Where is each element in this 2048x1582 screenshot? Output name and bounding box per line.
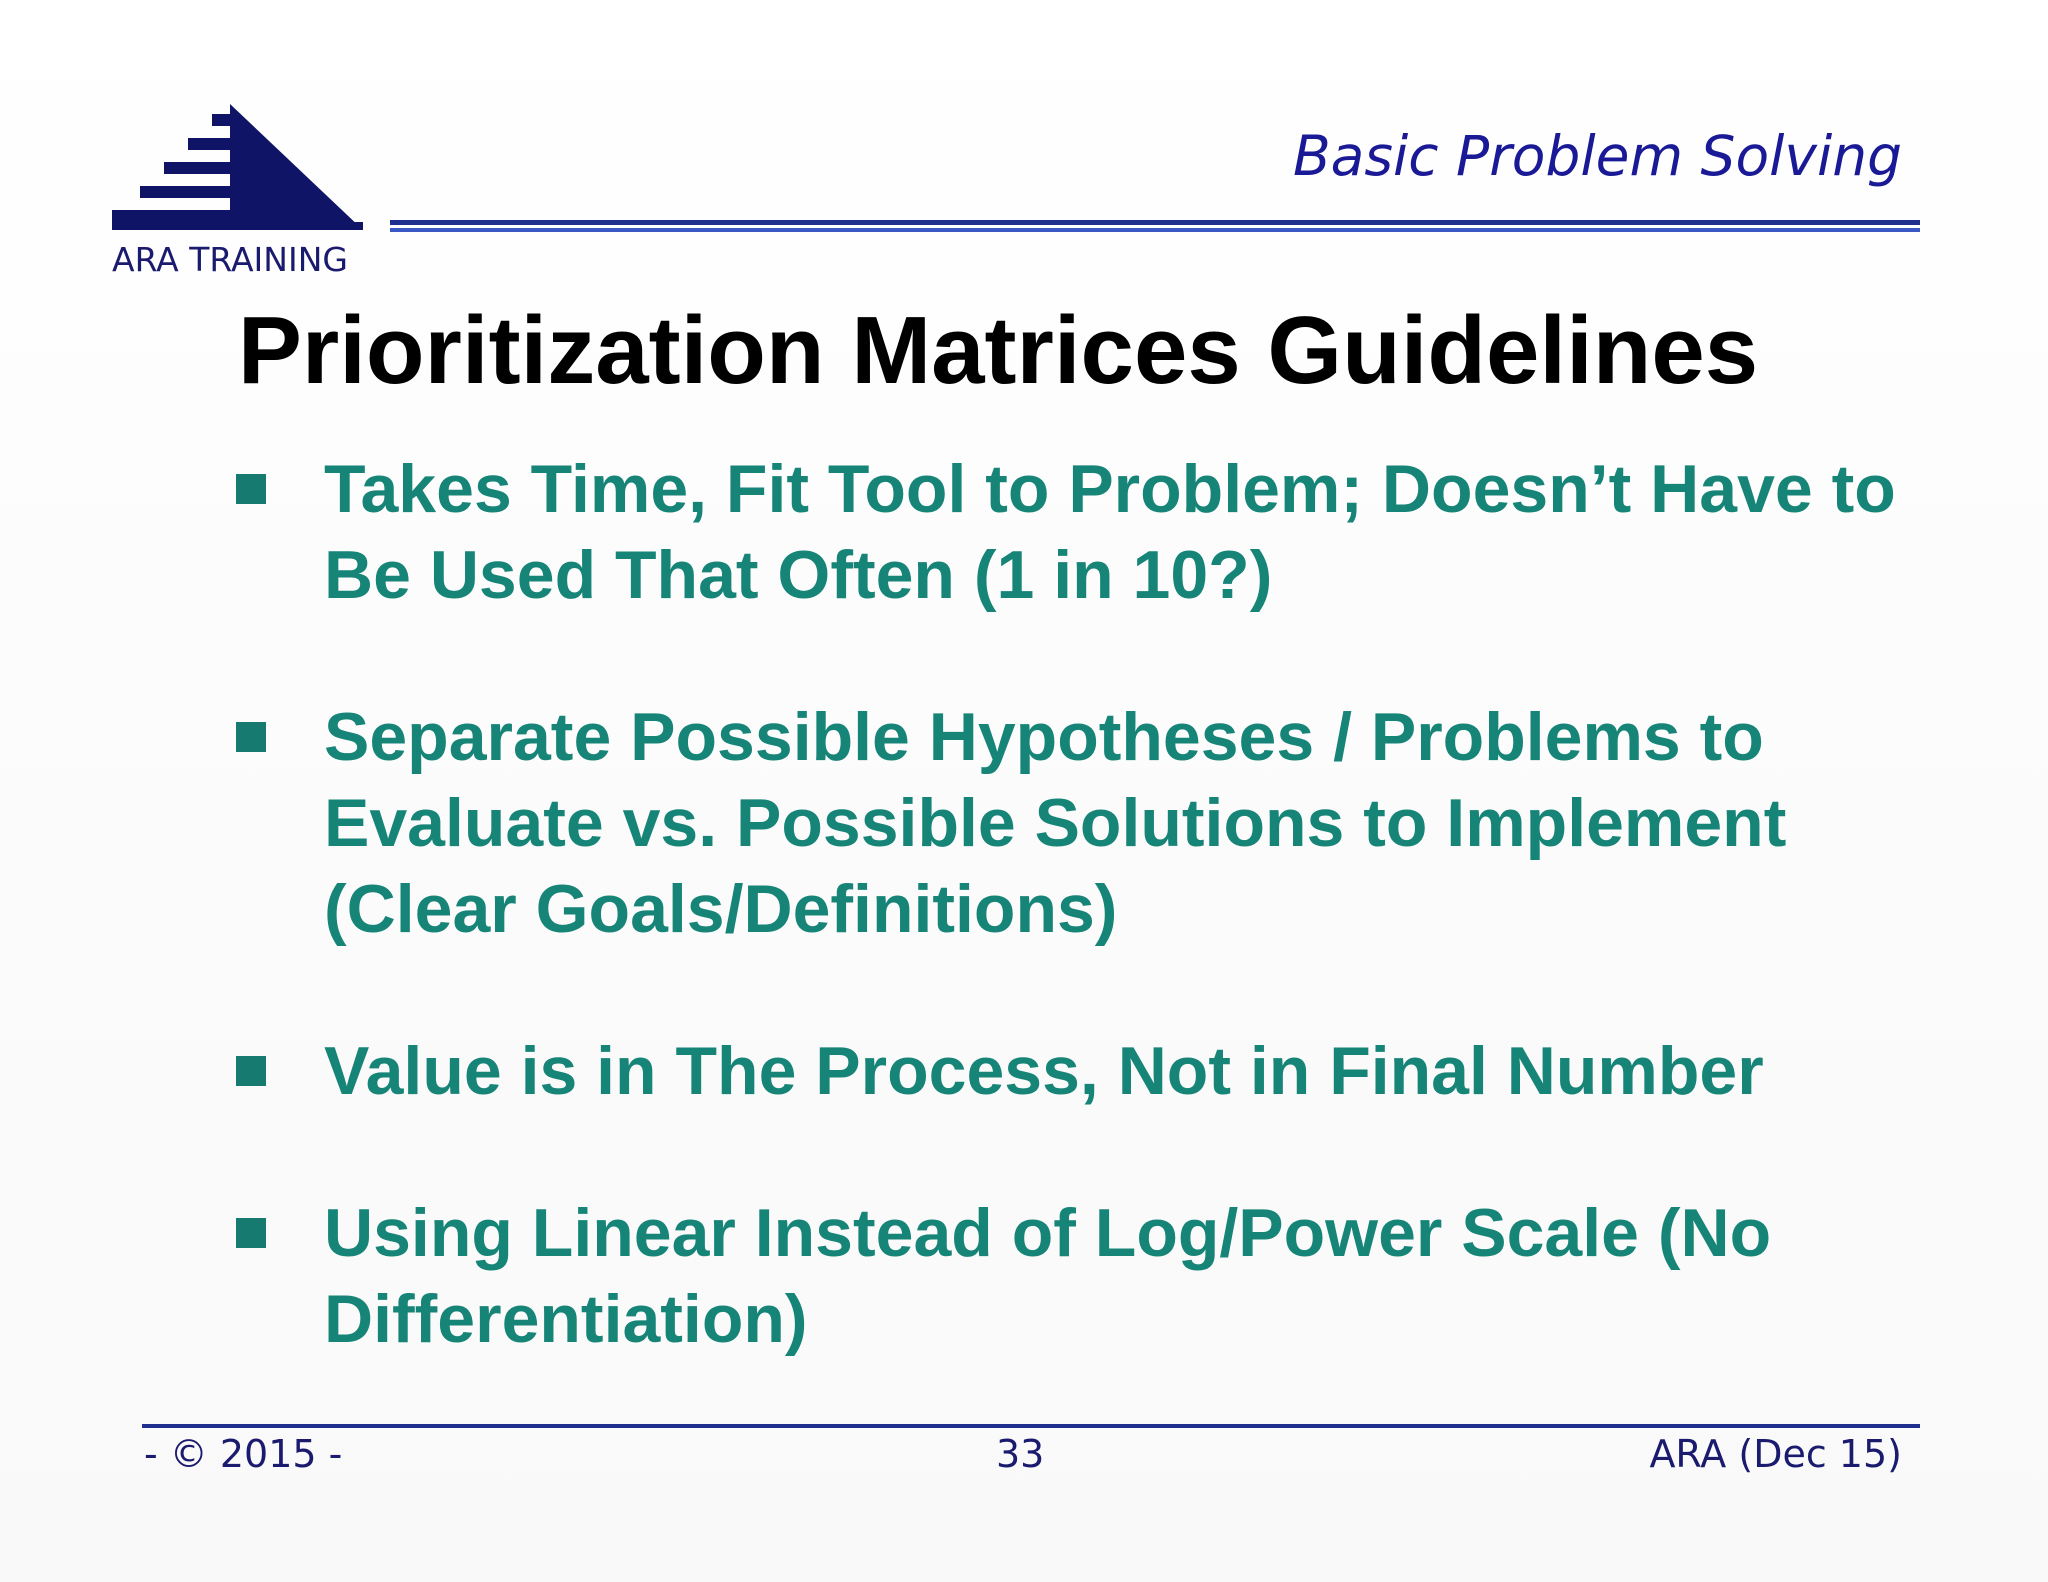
bullet-text: Takes Time, Fit Tool to Problem; Doesn’t Have to Be Used That Often (1 in 10?) [324,451,1896,613]
square-bullet-icon [236,1056,266,1086]
bullet-text: Using Linear Instead of Log/Power Scale (No Differentiation) [324,1195,1772,1357]
footer-page-number: 33 [996,1432,1045,1476]
pyramid-logo-icon [108,102,368,242]
slide-title: Prioritization Matrices Guidelines [237,297,1759,404]
header-divider-accent [390,228,1920,232]
square-bullet-icon [236,1218,266,1248]
square-bullet-icon [236,722,266,752]
bullet-item [232,694,1932,952]
footer-edition: ARA (Dec 15) [1649,1432,1902,1476]
bullet-item [232,1190,1932,1362]
bullet-item [232,446,1932,618]
footer-copyright: - © 2015 - [144,1432,343,1476]
header-course-title: Basic Problem Solving [1292,124,1902,188]
bullet-text: Separate Possible Hypotheses / Problems to Evaluate vs. Possible Solutions to Implement (Clear Goals/Definitions) [324,699,1787,947]
square-bullet-icon [236,474,266,504]
logo-text: ARA TRAINING [112,240,348,279]
header-divider [390,220,1920,225]
bullet-item [232,1028,1932,1114]
bullet-list [232,446,1932,1362]
footer-divider [142,1424,1920,1428]
ara-training-logo [108,102,368,282]
bullet-text: Value is in The Process, Not in Final Number [324,1033,1764,1109]
